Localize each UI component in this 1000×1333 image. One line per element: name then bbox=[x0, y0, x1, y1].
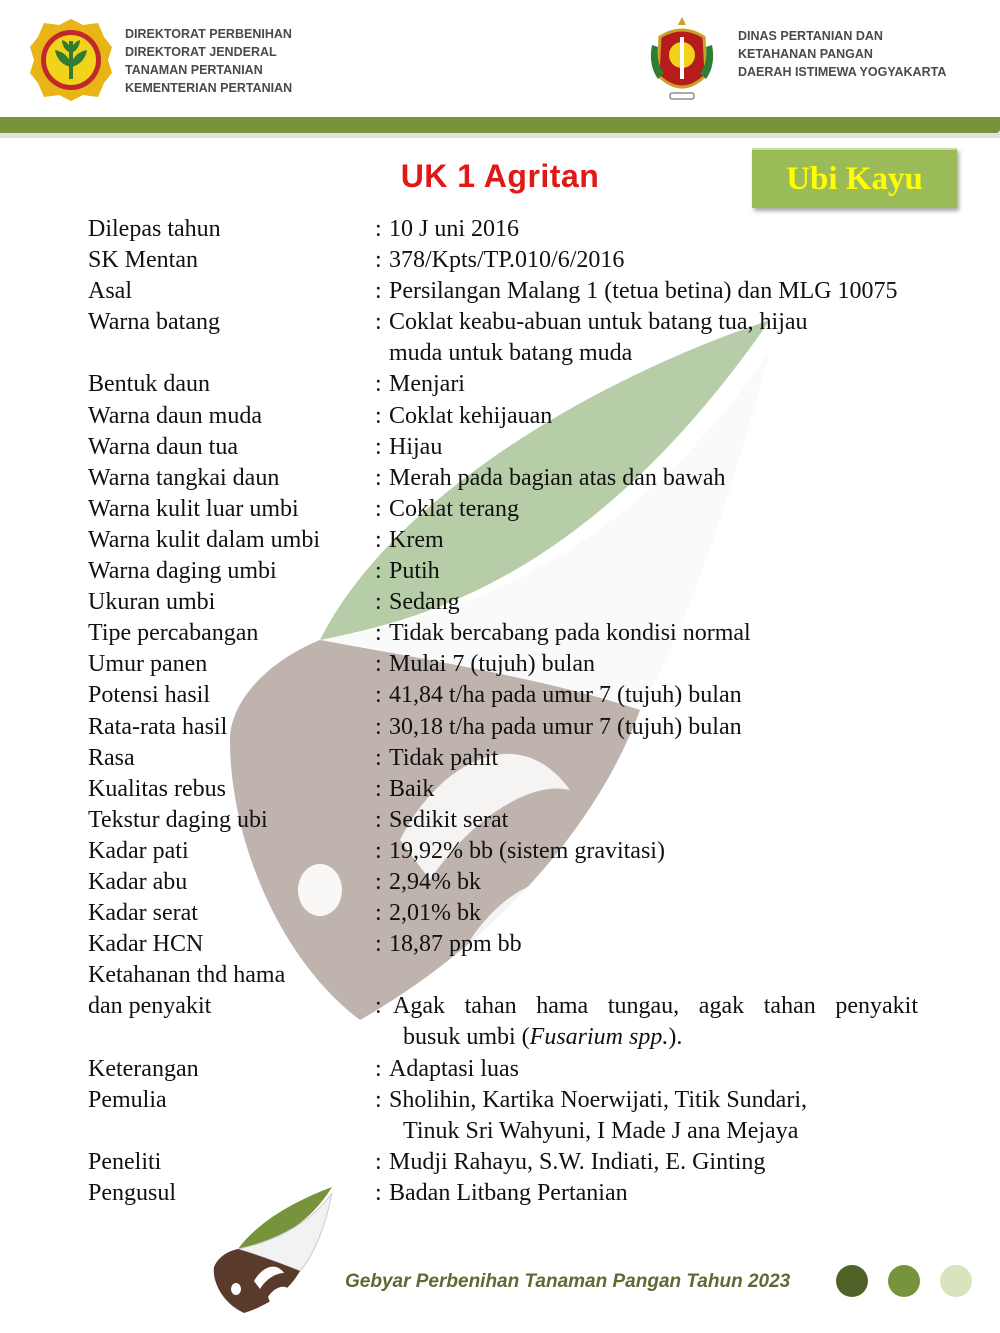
footer-leaf-icon bbox=[210, 1185, 340, 1320]
footer-event-title: Gebyar Perbenihan Tanaman Pangan Tahun 2023 bbox=[345, 1271, 791, 1292]
variety-spec-list bbox=[88, 214, 918, 1209]
spec-label: Warna daun tua bbox=[88, 433, 238, 460]
spec-value: 18,87 ppm bb bbox=[389, 931, 522, 958]
spec-label: Asal bbox=[88, 278, 132, 305]
spec-row: Asal : Persilangan Malang 1 (tetua betina) dan MLG 10075 bbox=[88, 276, 918, 307]
spec-label: Warna tangkai daun bbox=[88, 464, 280, 491]
diy-crest-icon bbox=[646, 15, 718, 108]
spec-label: SK Mentan bbox=[88, 247, 198, 274]
spec-value: Putih bbox=[389, 558, 440, 585]
spec-label: Warna kulit luar umbi bbox=[88, 495, 299, 522]
spec-value: 378/Kpts/TP.010/6/2016 bbox=[389, 247, 625, 274]
category-tag bbox=[752, 148, 957, 208]
spec-label: Ketahanan thd hama bbox=[88, 962, 286, 989]
spec-label: Dilepas tahun bbox=[88, 216, 221, 242]
spec-label: Ukuran umbi bbox=[88, 589, 216, 616]
spec-value: Menjari bbox=[389, 371, 465, 398]
org-line: KEMENTERIAN PERTANIAN bbox=[125, 81, 293, 95]
spec-value: Tidak bercabang pada kondisi normal bbox=[389, 620, 751, 647]
variety-title: UK 1 Agritan bbox=[400, 158, 600, 194]
spec-row: Rasa : Tidak pahit bbox=[88, 743, 918, 774]
spec-row: SK Mentan : 378/Kpts/TP.010/6/2016 bbox=[88, 245, 918, 276]
spec-value-continuation: busuk umbi (Fusarium spp.). bbox=[403, 1024, 683, 1051]
footer-dot-light bbox=[940, 1265, 972, 1297]
spec-label: Tekstur daging ubi bbox=[88, 806, 268, 833]
spec-row: Warna daging umbi : Putih bbox=[88, 556, 918, 587]
spec-value: Mudji Rahayu, S.W. Indiati, E. Ginting bbox=[389, 1148, 766, 1175]
footer-dot-dark bbox=[836, 1265, 868, 1297]
spec-value: Merah pada bagian atas dan bawah bbox=[389, 464, 726, 491]
spec-label: Peneliti bbox=[88, 1148, 162, 1175]
org-line: DIREKTORAT PERBENIHAN bbox=[125, 27, 292, 41]
footer-dot-medium bbox=[888, 1265, 920, 1297]
spec-value: Sedang bbox=[389, 589, 460, 616]
spec-value: Coklat terang bbox=[389, 495, 519, 522]
spec-row-resistance-label bbox=[88, 960, 918, 991]
left-organization-name bbox=[125, 25, 292, 97]
spec-row: Pengusul : Badan Litbang Pertanian bbox=[88, 1178, 918, 1209]
spec-row: Keterangan : Adaptasi luas bbox=[88, 1054, 918, 1085]
org-line: DINAS PERTANIAN DAN bbox=[738, 29, 883, 43]
spec-row: Dilepas tahun : 10 J uni 2016 bbox=[88, 214, 918, 245]
spec-label: Kadar pati bbox=[88, 837, 189, 864]
spec-value: Adaptasi luas bbox=[389, 1055, 519, 1082]
spec-label: Rasa bbox=[88, 744, 135, 771]
spec-label: Umur panen bbox=[88, 651, 208, 678]
spec-row: Tipe percabangan : Tidak bercabang pada kondisi normal bbox=[88, 618, 918, 649]
spec-label: Rata-rata hasil bbox=[88, 713, 228, 740]
spec-row: Warna daun tua : Hijau bbox=[88, 432, 918, 463]
spec-value-continuation: Tinuk Sri Wahyuni, I Made J ana Mejaya bbox=[403, 1117, 799, 1144]
spec-row: Kualitas rebus : Baik bbox=[88, 774, 918, 805]
spec-value: Sedikit serat bbox=[389, 806, 509, 833]
spec-row: Warna kulit luar umbi : Coklat terang bbox=[88, 494, 918, 525]
spec-value: Krem bbox=[389, 526, 444, 553]
spec-label: Warna daun muda bbox=[88, 402, 262, 429]
category-tag-label: Ubi Kayu bbox=[786, 160, 923, 197]
spec-value: 19,92% bb (sistem gravitasi) bbox=[389, 837, 665, 864]
spec-label: Bentuk daun bbox=[88, 371, 210, 398]
spec-value: Coklat keabu-abuan untuk batang tua, hijau bbox=[389, 309, 808, 336]
pathogen-name: Fusarium spp. bbox=[529, 1024, 669, 1051]
spec-row: Peneliti : Mudji Rahayu, S.W. Indiati, E. Ginting bbox=[88, 1147, 918, 1178]
spec-label: Pemulia bbox=[88, 1086, 167, 1113]
spec-value: 2,94% bk bbox=[389, 868, 481, 895]
spec-value: Baik bbox=[389, 775, 435, 802]
spec-row: Warna batang : Coklat keabu-abuan untuk batang tua, hijau muda untuk batang muda bbox=[88, 307, 918, 369]
spec-value: Coklat kehijauan bbox=[389, 402, 553, 429]
spec-row: Warna kulit dalam umbi : Krem bbox=[88, 525, 918, 556]
spec-value: Hijau bbox=[389, 433, 443, 460]
org-line: TANAMAN PERTANIAN bbox=[125, 63, 263, 77]
spec-row: Rata-rata hasil : 30,18 t/ha pada umur 7 (tujuh) bulan bbox=[88, 712, 918, 743]
spec-label: Kualitas rebus bbox=[88, 775, 226, 802]
spec-row: Potensi hasil : 41,84 t/ha pada umur 7 (tujuh) bulan bbox=[88, 680, 918, 711]
spec-label: Pengusul bbox=[88, 1179, 177, 1206]
spec-value: 2,01% bk bbox=[389, 900, 481, 927]
spec-value: Agak tahan hama tungau, agak tahan penyakit bbox=[393, 993, 918, 1020]
spec-value: Badan Litbang Pertanian bbox=[389, 1179, 628, 1206]
spec-value: Tidak pahit bbox=[389, 744, 499, 771]
spec-label: Potensi hasil bbox=[88, 682, 211, 709]
right-organization-name bbox=[738, 27, 946, 81]
spec-value: 30,18 t/ha pada umur 7 (tujuh) bulan bbox=[389, 713, 742, 740]
spec-value: 41,84 t/ha pada umur 7 (tujuh) bulan bbox=[389, 682, 742, 709]
spec-row: Warna tangkai daun : Merah pada bagian atas dan bawah bbox=[88, 463, 918, 494]
spec-label: Warna daging umbi bbox=[88, 558, 277, 585]
spec-value: 10 J uni 2016 bbox=[389, 216, 520, 242]
spec-label: Keterangan bbox=[88, 1055, 199, 1082]
spec-row: Warna daun muda : Coklat kehijauan bbox=[88, 401, 918, 432]
spec-row: Kadar abu : 2,94% bk bbox=[88, 867, 918, 898]
spec-row: Kadar pati : 19,92% bb (sistem gravitasi) bbox=[88, 836, 918, 867]
spec-label: Tipe percabangan bbox=[88, 620, 259, 647]
kementan-logo-icon bbox=[28, 17, 114, 108]
spec-label: Kadar abu bbox=[88, 868, 188, 895]
spec-label: Kadar serat bbox=[88, 900, 198, 927]
spec-value-continuation: muda untuk batang muda bbox=[389, 340, 633, 367]
org-line: DAERAH ISTIMEWA YOGYAKARTA bbox=[738, 65, 947, 79]
spec-label: Warna batang bbox=[88, 309, 220, 336]
spec-row-resistance: dan penyakit : Agak tahan hama tungau, agak tahan penyakit busuk umbi (Fusarium spp.). bbox=[88, 991, 918, 1053]
spec-value: Sholihin, Kartika Noerwijati, Titik Sundari, bbox=[389, 1086, 807, 1113]
spec-row: Kadar HCN : 18,87 ppm bb bbox=[88, 929, 918, 960]
spec-value: Persilangan Malang 1 (tetua betina) dan MLG 10075 bbox=[389, 278, 898, 305]
spec-label: dan penyakit bbox=[88, 993, 212, 1020]
spec-label: Warna kulit dalam umbi bbox=[88, 526, 321, 553]
spec-label: Kadar HCN bbox=[88, 931, 204, 958]
header-band bbox=[0, 117, 1000, 133]
spec-row: Pemulia : Sholihin, Kartika Noerwijati, Titik Sundari, Tinuk Sri Wahyuni, I Made J ana Mejaya bbox=[88, 1085, 918, 1147]
spec-row: Umur panen : Mulai 7 (tujuh) bulan bbox=[88, 649, 918, 680]
spec-value: Mulai 7 (tujuh) bulan bbox=[389, 651, 595, 678]
spec-row: Tekstur daging ubi : Sedikit serat bbox=[88, 805, 918, 836]
org-line: DIREKTORAT JENDERAL bbox=[125, 45, 277, 59]
spec-row: Kadar serat : 2,01% bk bbox=[88, 898, 918, 929]
spec-row: Bentuk daun : Menjari bbox=[88, 369, 918, 400]
spec-row: Ukuran umbi : Sedang bbox=[88, 587, 918, 618]
org-line: KETAHANAN PANGAN bbox=[738, 47, 873, 61]
